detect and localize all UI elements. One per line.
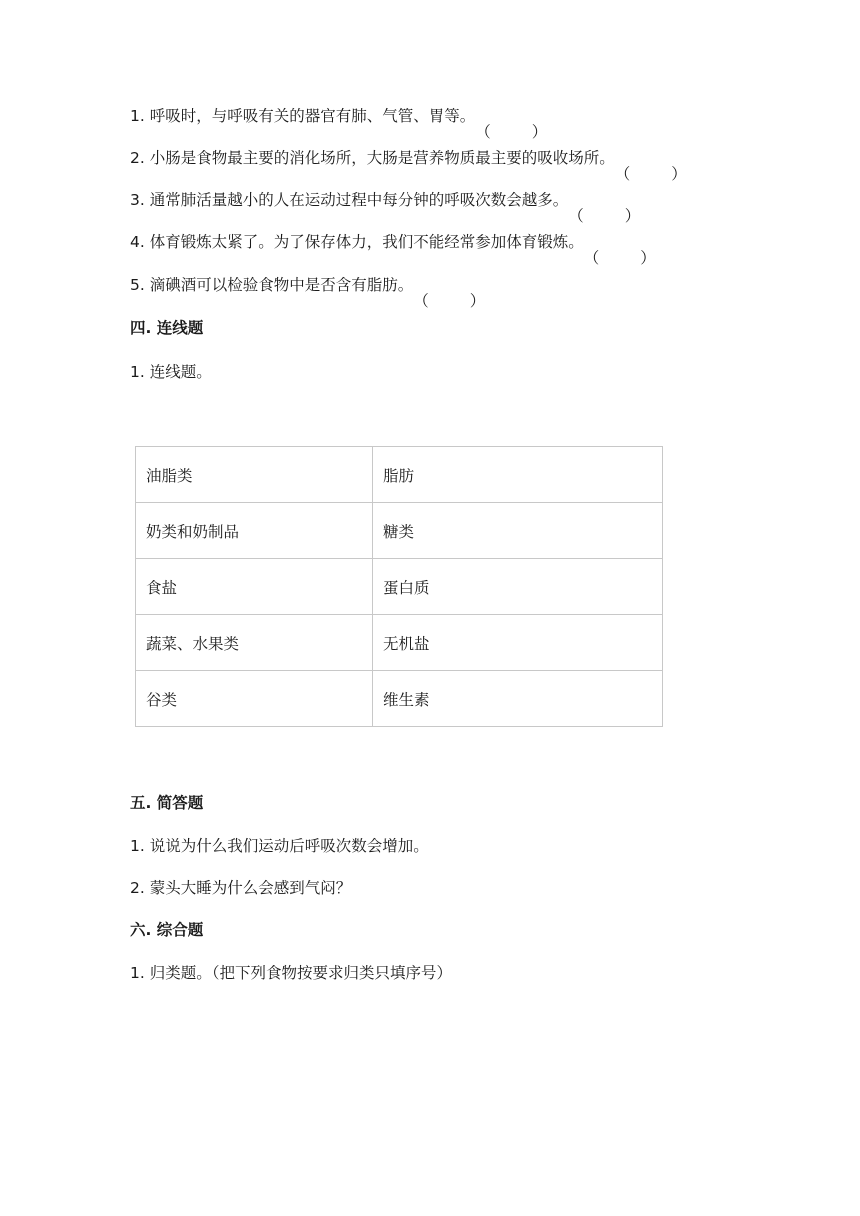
table-row bbox=[136, 503, 663, 559]
table-row bbox=[136, 615, 663, 671]
judgement-question-5: 5. 滴碘酒可以检验食物中是否含有脂肪。 （ ） bbox=[130, 276, 486, 310]
matching-table bbox=[135, 446, 663, 727]
food-category-cell[interactable]: 谷类 bbox=[136, 671, 373, 727]
section-heading-short-answer: 五. 简答题 bbox=[130, 794, 204, 812]
question-text: 4. 体育锻炼太紧了。为了保存体力，我们不能经常参加体育锻炼。 bbox=[130, 233, 584, 251]
nutrient-cell[interactable]: 无机盐 bbox=[373, 615, 663, 671]
food-category-cell[interactable]: 蔬菜、水果类 bbox=[136, 615, 373, 671]
nutrient-cell[interactable]: 蛋白质 bbox=[373, 559, 663, 615]
judgement-question-3: 3. 通常肺活量越小的人在运动过程中每分钟的呼吸次数会越多。 （ ） bbox=[130, 191, 641, 225]
section-heading-matching: 四. 连线题 bbox=[130, 319, 204, 337]
matching-question: 1. 连线题。 bbox=[130, 363, 212, 381]
judgement-question-4: 4. 体育锻炼太紧了。为了保存体力，我们不能经常参加体育锻炼。 （ ） bbox=[130, 233, 656, 267]
table-row bbox=[136, 559, 663, 615]
table-row bbox=[136, 671, 663, 727]
question-text: 1. 呼吸时，与呼吸有关的器官有肺、气管、胃等。 bbox=[130, 107, 476, 125]
nutrient-cell[interactable]: 脂肪 bbox=[373, 447, 663, 503]
table-row bbox=[136, 447, 663, 503]
judgement-question-1: 1. 呼吸时，与呼吸有关的器官有肺、气管、胃等。 （ ） bbox=[130, 107, 548, 141]
judgement-question-2: 2. 小肠是食物最主要的消化场所，大肠是营养物质最主要的吸收场所。 （ ） bbox=[130, 149, 687, 183]
question-text: 2. 小肠是食物最主要的消化场所，大肠是营养物质最主要的吸收场所。 bbox=[130, 149, 615, 167]
nutrient-cell[interactable]: 维生素 bbox=[373, 671, 663, 727]
question-text: 3. 通常肺活量越小的人在运动过程中每分钟的呼吸次数会越多。 bbox=[130, 191, 569, 209]
comprehensive-question: 1. 归类题。（把下列食物按要求归类只填序号） bbox=[130, 964, 452, 982]
short-answer-question-1: 1. 说说为什么我们运动后呼吸次数会增加。 bbox=[130, 837, 429, 855]
food-category-cell[interactable]: 奶类和奶制品 bbox=[136, 503, 373, 559]
question-text: 5. 滴碘酒可以检验食物中是否含有脂肪。 bbox=[130, 276, 414, 294]
nutrient-cell[interactable]: 糖类 bbox=[373, 503, 663, 559]
food-category-cell[interactable]: 油脂类 bbox=[136, 447, 373, 503]
section-heading-comprehensive: 六. 综合题 bbox=[130, 921, 204, 939]
short-answer-question-2: 2. 蒙头大睡为什么会感到气闷？ bbox=[130, 879, 352, 897]
food-category-cell[interactable]: 食盐 bbox=[136, 559, 373, 615]
